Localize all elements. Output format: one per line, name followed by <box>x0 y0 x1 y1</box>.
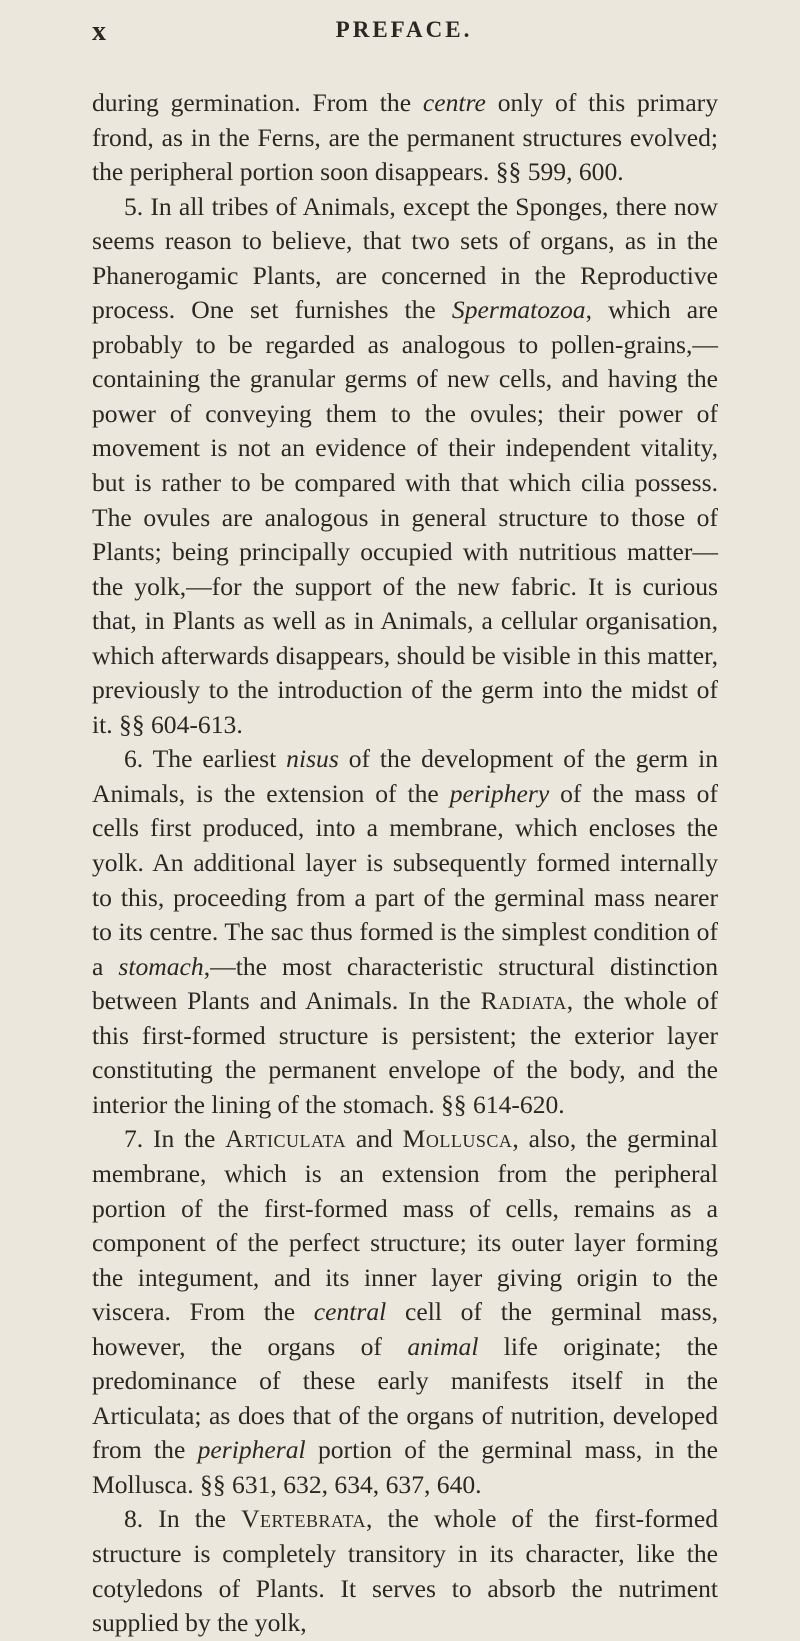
small-caps-term: Mollusca <box>402 1124 513 1154</box>
italic-term: animal <box>407 1331 479 1361</box>
paragraph-p5 <box>92 190 718 743</box>
text-run: , also, the germinal membrane, which is an extension from the peripheral portion of the first-formed mass of cells, remains as a component of the perfect structure; its outer layer forming the integument, and its inner layer giving origin to the viscera. From the <box>92 1124 719 1327</box>
small-caps-term: Radiata <box>480 986 567 1016</box>
running-head: PREFACE. <box>335 17 473 42</box>
text-run: 8. In the <box>124 1504 242 1534</box>
page-number: x <box>92 16 107 47</box>
text-run: life originate; the predominance of these early manifests itself in the Articulata; as does that of the organs of nutrition, developed from the <box>92 1331 718 1465</box>
body-text <box>92 86 718 1641</box>
text-run: during germination. From the <box>92 88 423 117</box>
italic-term: central <box>313 1297 387 1327</box>
text-run: , the whole of this first-formed structure is persistent; the exterior layer constituting the permanent envelope of the body, and the interior the lining of the stomach. §§ 614-620. <box>92 986 718 1119</box>
italic-term: Spermatozoa <box>451 295 586 325</box>
text-run: ,—the most characteristic structural distinction between Plants and Animals. In the <box>92 951 719 1016</box>
page-header <box>92 16 716 50</box>
text-run: 5. In all tribes of Animals, except the Sponges, there now seems reason to believe, that two sets of organs, as in the Phanerogamic Plants, are concerned in the Reproductive process. One set furnishes the <box>92 191 718 325</box>
italic-term: peripheral <box>197 1435 306 1465</box>
text-run: of the mass of cells first produced, into a membrane, which encloses the yolk. An additional layer is subsequently formed internally to this, proceeding from a part of the germinal mass nearer to its centre. The sac thus formed is the simplest condition of a <box>92 778 718 981</box>
text-run: , the whole of the first-formed structure is completely transitory in its character, like the cotyledons of Plants. It serves to absorb the nutriment supplied by the yolk, <box>92 1504 718 1638</box>
text-run: only of this primary frond, as in the Ferns, are the permanent structures evolved; the peripheral portion soon disappears. §§ 599, 600. <box>92 88 718 187</box>
paragraph-p7 <box>92 1122 718 1502</box>
text-run: and <box>346 1124 403 1154</box>
small-caps-term: Articulata <box>225 1124 347 1154</box>
italic-term: nisus <box>286 744 339 774</box>
text-run: 6. The earliest <box>124 744 287 774</box>
text-run: portion of the germinal mass, in the Mollusca. §§ 631, 632, 634, 637, 640. <box>92 1435 718 1499</box>
text-run: cell of the germinal mass, however, the organs of <box>92 1297 718 1361</box>
paragraph-p6 <box>92 742 718 1122</box>
italic-term: stomach <box>118 951 204 981</box>
text-run: 7. In the <box>124 1124 226 1154</box>
paragraph-p4-continued <box>92 86 718 190</box>
small-caps-term: Vertebrata <box>241 1504 367 1534</box>
italic-term: centre <box>422 88 486 117</box>
paragraph-p8 <box>92 1502 718 1640</box>
italic-term: periphery <box>449 778 550 808</box>
text-run: of the development of the germ in Animals, is the extension of the <box>92 744 718 808</box>
text-run: , which are probably to be regarded as analogous to pollen-grains,—containing the granular germs of new cells, and having the power of conveying them to the ovules; their power of movement is not an evidence of their independent vitality, but is rather to be compared with that which cilia possess. The ovules are analogous in general structure to those of Plants; being principally occupied with nutritious matter—the yolk,—for the support of the new fabric. It is curious that, in Plants as well as in Animals, a cellular organisation, which afterwards disappears, should be visible in this matter, previously to the introduction of the germ into the midst of it. §§ 604-613. <box>92 295 718 739</box>
